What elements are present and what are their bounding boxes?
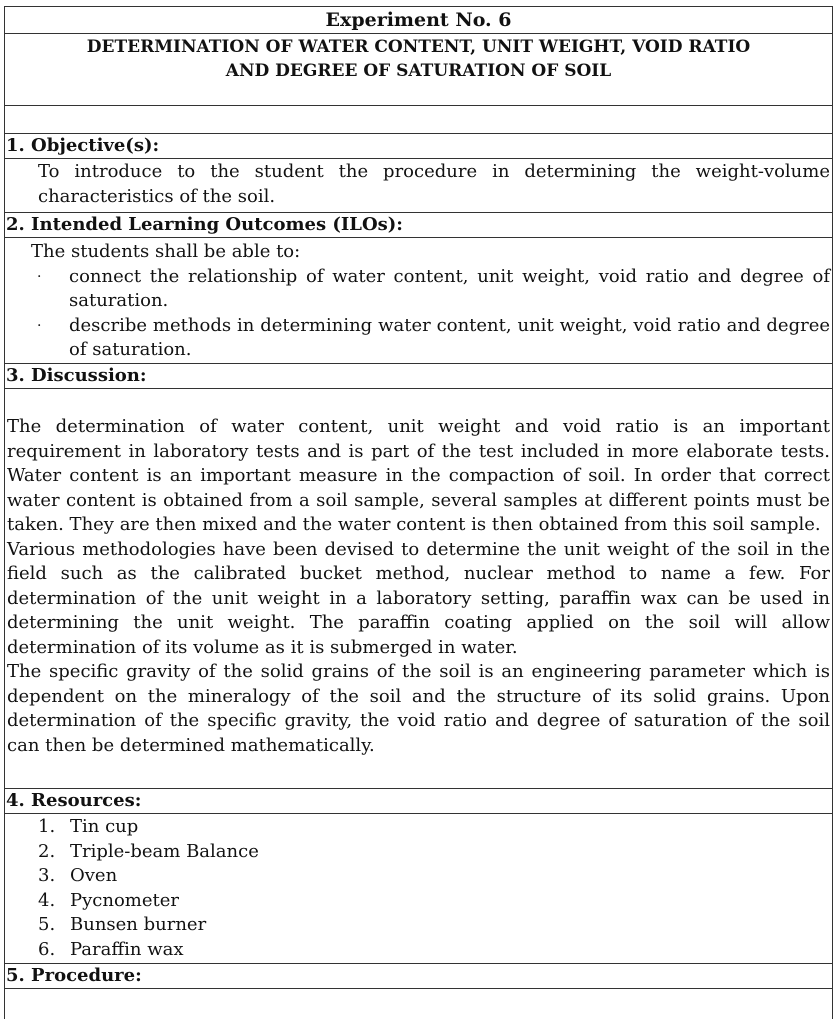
item-number: 4. — [38, 889, 56, 911]
list-item — [38, 913, 830, 938]
discussion-paragraph: Various methodologies have been devised to determine the unit weight of the soil in the field such as the calibrated bucket method, nuclear method to name a few. For determination of the unit weight in a laboratory setting, paraffin wax can be used in determining the unit weight. The paraffin coating applied on the soil will allow determination of its volume as it is submerged in water. — [7, 538, 830, 658]
title-line-2: AND DEGREE OF SATURATION OF SOIL — [225, 61, 612, 81]
objectives-text: To introduce to the student the procedure in determining the weight-volume characteristics of the soil. — [5, 159, 832, 213]
objectives-heading: 1. Objective(s): — [5, 134, 832, 159]
discussion-section — [5, 389, 832, 789]
list-item — [38, 840, 830, 865]
list-item — [38, 938, 830, 963]
resource-label: Triple-beam Balance — [70, 840, 259, 862]
discussion-paragraph: The determination of water content, unit weight and void ratio is an important requirement in laboratory tests and is part of the test included in more elaborate tests. Water content is an important measure in the compaction of soil. In order that correct water content is obtained from a soil sample, several samples at different points must be taken. They are then mixed and the water content is then obtained from this soil sample. — [7, 416, 830, 535]
bullet-icon: · — [37, 317, 42, 334]
ilo-text: describe methods in determining water content, unit weight, void ratio and degree of saturation. — [69, 314, 830, 360]
resource-label: Paraffin wax — [70, 938, 184, 960]
ilos-list — [31, 265, 830, 363]
item-number: 1. — [38, 816, 56, 837]
list-item — [38, 864, 830, 889]
experiment-sheet — [4, 6, 833, 1019]
item-number: 2. — [38, 840, 56, 862]
ilos-intro: The students shall be able to: — [31, 241, 301, 262]
resources-list — [38, 815, 830, 962]
experiment-title — [5, 34, 832, 106]
resource-label: Bunsen burner — [70, 914, 207, 935]
procedure-heading: 5. Procedure: — [5, 964, 832, 989]
bullet-icon: · — [37, 268, 42, 285]
resource-label: Oven — [70, 865, 118, 886]
resource-label: Pycnometer — [70, 889, 180, 911]
item-number: 6. — [38, 938, 56, 960]
discussion-heading: 3. Discussion: — [5, 364, 832, 389]
ilos-heading: 2. Intended Learning Outcomes (ILOs): — [5, 213, 832, 238]
ilos-section — [5, 238, 832, 364]
blank-row — [5, 106, 832, 134]
list-item — [31, 314, 830, 363]
item-number: 5. — [38, 914, 56, 935]
list-item — [31, 265, 830, 314]
discussion-paragraph: The specific gravity of the solid grains of the soil is an engineering parameter which is dependent on the mineralogy of the soil and the structure of its solid grains. Upon determination of the specific gravity, the void ratio and degree of saturation of the soil can then be determined mathematically. — [7, 661, 830, 756]
blank-row — [5, 989, 832, 1019]
experiment-number: Experiment No. 6 — [5, 7, 832, 34]
resources-section — [5, 814, 832, 964]
resource-label: Tin cup — [70, 816, 139, 837]
list-item — [38, 889, 830, 914]
list-item — [38, 815, 830, 840]
ilo-text: connect the relationship of water content, unit weight, void ratio and degree of saturation. — [69, 265, 830, 311]
item-number: 3. — [38, 865, 56, 886]
title-line-1: DETERMINATION OF WATER CONTENT, UNIT WEIGHT, VOID RATIO — [86, 37, 751, 57]
resources-heading: 4. Resources: — [5, 789, 832, 814]
